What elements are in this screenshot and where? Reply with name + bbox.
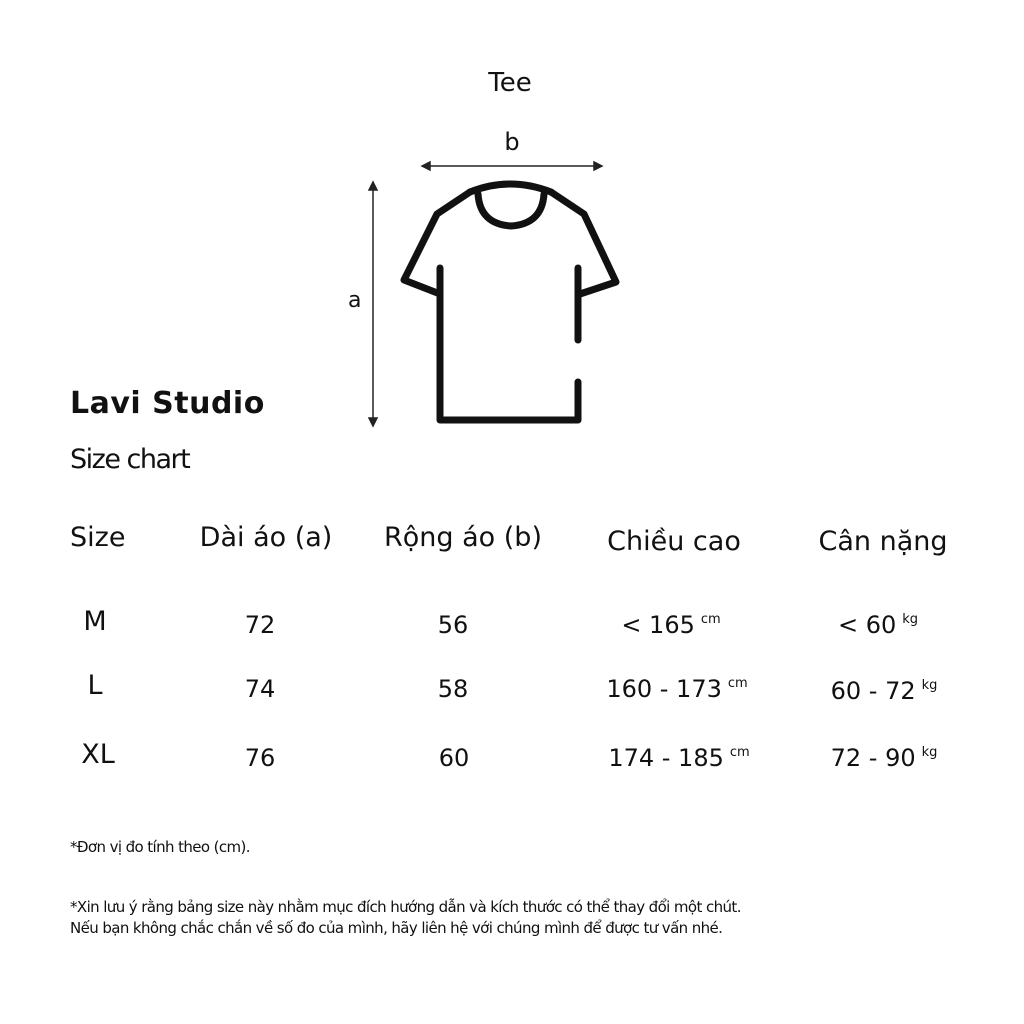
length-label: a xyxy=(348,288,362,313)
width-cell: 56 xyxy=(437,611,469,639)
weight-value: 72 - 90 xyxy=(830,744,916,772)
unit: cm xyxy=(729,745,750,760)
unit: kg xyxy=(921,678,938,693)
width-label: b xyxy=(504,128,520,156)
unit-note: *Đơn vị đo tính theo (cm). xyxy=(70,838,250,856)
weight-cell xyxy=(838,611,918,639)
width-cell: 60 xyxy=(438,744,470,772)
header-length: Dài áo (a) xyxy=(199,522,333,553)
header-size: Size xyxy=(70,522,126,553)
length-cell: 76 xyxy=(244,744,276,772)
width-cell: 58 xyxy=(437,675,469,703)
weight-value: < 60 xyxy=(837,611,897,639)
weight-cell xyxy=(831,677,938,705)
height-cell xyxy=(606,675,747,703)
size-cell: L xyxy=(87,670,103,701)
length-arrow xyxy=(369,182,377,426)
header-width: Rộng áo (b) xyxy=(384,522,542,553)
size-cell: XL xyxy=(81,739,115,770)
tshirt-outline xyxy=(404,184,616,420)
weight-value: 60 - 72 xyxy=(830,677,916,705)
disclaimer-line-2: Nếu bạn không chắc chắn về số đo của mình, hãy liên hệ với chúng mình để được tư vấn nhé. xyxy=(70,919,723,937)
product-title: Tee xyxy=(488,68,532,98)
height-value: 160 - 173 xyxy=(606,675,722,703)
weight-cell xyxy=(831,744,938,772)
subtitle: Size chart xyxy=(70,444,190,475)
size-cell: M xyxy=(83,606,107,637)
unit: cm xyxy=(700,612,721,627)
height-value: < 165 xyxy=(621,611,695,639)
height-cell xyxy=(608,744,749,772)
height-value: 174 - 185 xyxy=(608,744,724,772)
unit: kg xyxy=(921,745,938,760)
header-weight: Cân nặng xyxy=(818,526,948,557)
brand-name: Lavi Studio xyxy=(70,386,265,421)
length-cell: 74 xyxy=(244,675,276,703)
disclaimer-line-1: *Xin lưu ý rằng bảng size này nhằm mục đích hướng dẫn và kích thước có thể thay đổi một chút. xyxy=(70,898,741,916)
header-height: Chiều cao xyxy=(607,526,741,557)
width-arrow xyxy=(422,162,602,170)
unit: cm xyxy=(727,676,748,691)
unit: kg xyxy=(902,612,919,627)
height-cell xyxy=(621,611,720,639)
length-cell: 72 xyxy=(244,611,276,639)
